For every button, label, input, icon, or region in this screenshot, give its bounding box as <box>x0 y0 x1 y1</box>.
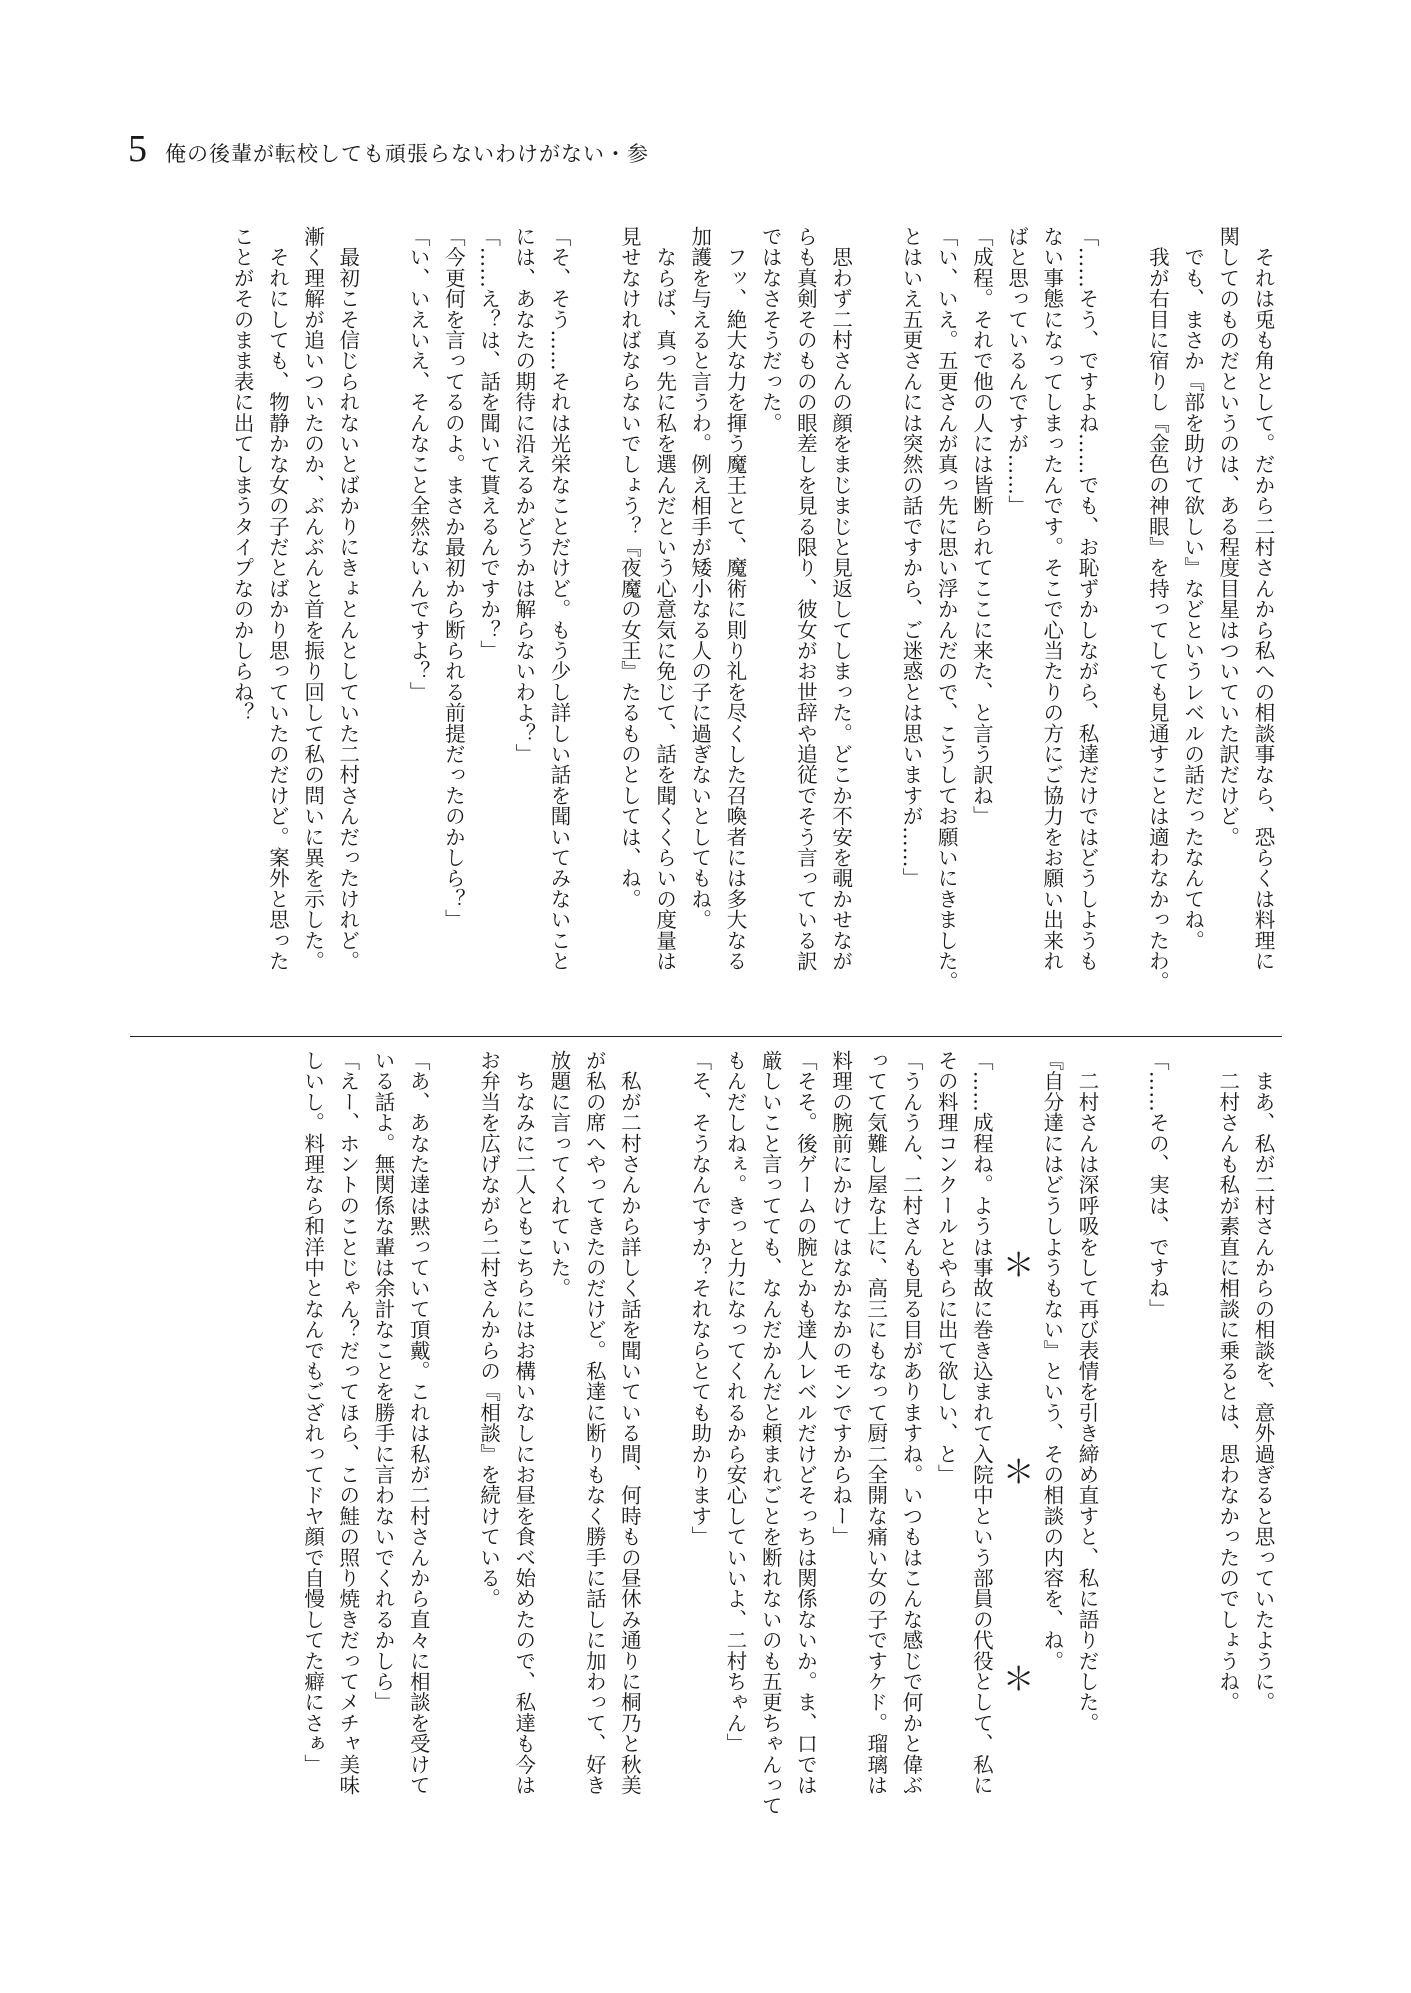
text-line: お弁当を広げながら二村さんからの『相談』を続けている。 <box>476 1050 501 1609</box>
text-line: フッ、絶大な力を揮う魔王とて、魔術に則り礼を尽くした召喚者には多大なる <box>722 226 747 972</box>
text-line: 「うんうん、二村さんも見る目がありますね。いつもはこんな感じで何かと偉ぶ <box>899 1050 923 1796</box>
text-line: ばと思っているんですが……」 <box>1004 226 1029 516</box>
text-line: 最初こそ信じられないとばかりにきょとんとしていた二村さんだったけれど。 <box>335 226 360 972</box>
text-line: 「……その、実は、ですね」 <box>1145 1050 1170 1320</box>
scene-break-asterisk: ＊ <box>997 1247 1036 1280</box>
scene-break-asterisk: ＊ <box>997 1662 1036 1695</box>
page-number: 5 <box>128 128 147 170</box>
text-line: 『自分達にはどうしようもない』という、その相談の内容を、ね。 <box>1039 1050 1064 1671</box>
text-line: まあ、私が二村さんからの相談を、意外過ぎると思っていたように。 <box>1251 1050 1275 1713</box>
blank-line <box>365 226 400 1022</box>
blank-line <box>435 1050 470 1852</box>
text-line: 放題に言ってくれていた。 <box>546 1050 571 1299</box>
text-line: 見せなければならないでしょう？『夜魔の女王』たるものとしては、ね。 <box>617 226 642 910</box>
blank-line <box>1104 1050 1139 1852</box>
text-line: 「い、いえいえ、そんなこと全然ないんですよ？」 <box>406 226 431 703</box>
text-line: ではなさそうだった。 <box>758 226 783 433</box>
text-line: 私が二村さんから詳しく話を聞いている間、何時もの昼休み通りに桐乃と秋美 <box>617 1050 642 1796</box>
text-line: 「……そう、ですよね……でも、お恥ずかしながら、私達だけではどうしようも <box>1075 226 1099 972</box>
text-line: らも真剣そのものの眼差しを見る限り、彼女がお世辞や追従でそう言っている訳 <box>793 226 818 972</box>
text-line: とはいえ五更さんには突然の話ですから、ご迷惑とは思いますが……」 <box>898 226 923 889</box>
text-block-top <box>130 226 1280 1022</box>
text-line: 「そ、そう……それは光栄なことだけど。もう少し詳しい話を聞いてみないこと <box>546 226 571 972</box>
text-line: 「……え？は、話を聞いて貰えるんですか？」 <box>476 226 501 661</box>
text-line: 思わず二村さんの顔をまじまじと見返してしまった。どこか不安を覗かせなが <box>828 226 853 972</box>
text-line: 二村さんも私が素直に相談に乗るとは、思わなかったのでしょうね。 <box>1215 1050 1240 1713</box>
text-line: それにしても、物静かな女の子だとばかり思っていたのだけど。案外と思った <box>265 226 290 972</box>
page-header <box>128 127 649 177</box>
blank-line <box>576 226 611 1022</box>
blank-line <box>1174 1050 1209 1852</box>
text-line: それは兎も角として。だから二村さんから私への相談事なら、恐らくは料理に <box>1251 226 1275 972</box>
text-line: 「あ、あなた達は黙っていて頂戴。これは私が二村さんから直々に相談を受けて <box>406 1050 431 1796</box>
text-line: 「そそ。後ゲームの腕とかも達人レベルだけどそっちは関係ないか。ま、口では <box>793 1050 818 1796</box>
text-line: その料理コンクールとやらに出て欲しい、と」 <box>934 1050 959 1485</box>
text-line: には、あなたの期待に沿えるかどうかは解らないわよ？」 <box>511 226 536 765</box>
text-line: 「……成程ね。ようは事故に巻き込まれて入院中という部員の代役として、私に <box>969 1050 994 1796</box>
text-line: ちなみに二人ともこちらにはお構いなしにお昼を食べ始めたので、私達も今は <box>511 1050 536 1796</box>
text-line: ことがそのまま表に出てしまうタイプなのかしらね？ <box>230 226 255 723</box>
text-line: いる話よ。無関係な輩は余計なことを勝手に言わないでくれるかしら」 <box>370 1050 395 1713</box>
text-line: 加護を与えると言うわ。例え相手が矮小なる人の子に過ぎないとしてもね。 <box>687 226 712 930</box>
text-line: が私の席へやってきたのだけど。私達に断りもなく勝手に話しに加わって、好き <box>582 1050 607 1796</box>
text-line: 料理の腕前にかけてはなかなかのモンですからねー」 <box>828 1050 853 1547</box>
text-line: ない事態になってしまったんです。そこで心当たりの方にご協力をお願い出来れ <box>1039 226 1064 972</box>
text-line: 二村さんは深呼吸をして再び表情を引き締め直すと、私に語りだした。 <box>1075 1050 1100 1734</box>
text-block-bottom <box>130 1050 1280 1852</box>
text-line: 「今更何を言ってるのよ。まさか最初から断られる前提だったのかしら？」 <box>441 226 466 930</box>
text-line: もんだしねぇ。きっと力になってくれるから安心していいよ、二村ちゃん」 <box>722 1050 747 1754</box>
blank-line <box>646 1050 681 1852</box>
text-line: ってて気難し屋な上に、高三にもなって厨二全開な痛い女の子ですケド。瑠璃は <box>863 1050 888 1796</box>
text-line: 「い、いえ。五更さんが真っ先に思い浮かんだので、こうしてお願いにきました。 <box>934 226 959 992</box>
running-title: 俺の後輩が転校しても頑張らないわけがない・参 <box>165 142 649 166</box>
text-line: 関してのものだというのは、ある程度目星はついていた訳だけど。 <box>1215 226 1240 847</box>
section-divider <box>130 1036 1282 1037</box>
scene-break-asterisk: ＊ <box>997 1454 1036 1488</box>
text-line: 我が右目に宿りし『金色の神眼』を持ってしても見通すことは適わなかったわ。 <box>1145 226 1170 992</box>
blank-line <box>1104 226 1139 1022</box>
text-line: 「えー、ホントのことじゃん？だってほら、この鮭の照り焼きだってメチャ美味 <box>335 1050 360 1796</box>
scene-break <box>997 1050 1036 1852</box>
text-line: 漸く理解が追いついたのか、ぶんぶんと首を振り回して私の問いに異を示した。 <box>300 226 325 972</box>
text-line: しいし。料理なら和洋中となんでもござれってドヤ顔で自慢してた癖にさぁ」 <box>300 1050 325 1775</box>
text-line: でも、まさか『部を助けて欲しい』などというレベルの話だったなんてね。 <box>1180 226 1205 951</box>
text-line: 厳しいこと言ってても、なんだかんだと頼まれごとを断れないのも五更ちゃんって <box>758 1050 783 1816</box>
text-line: 「そ、そうなんですか？それならとても助かります」 <box>687 1050 712 1547</box>
text-line: 「成程。それで他の人には皆断られてここに来た、と言う訳ね」 <box>969 226 994 827</box>
blank-line <box>858 226 893 1022</box>
text-line: ならば、真っ先に私を選んだという心意気に免じて、話を聞くくらいの度量は <box>652 226 677 972</box>
